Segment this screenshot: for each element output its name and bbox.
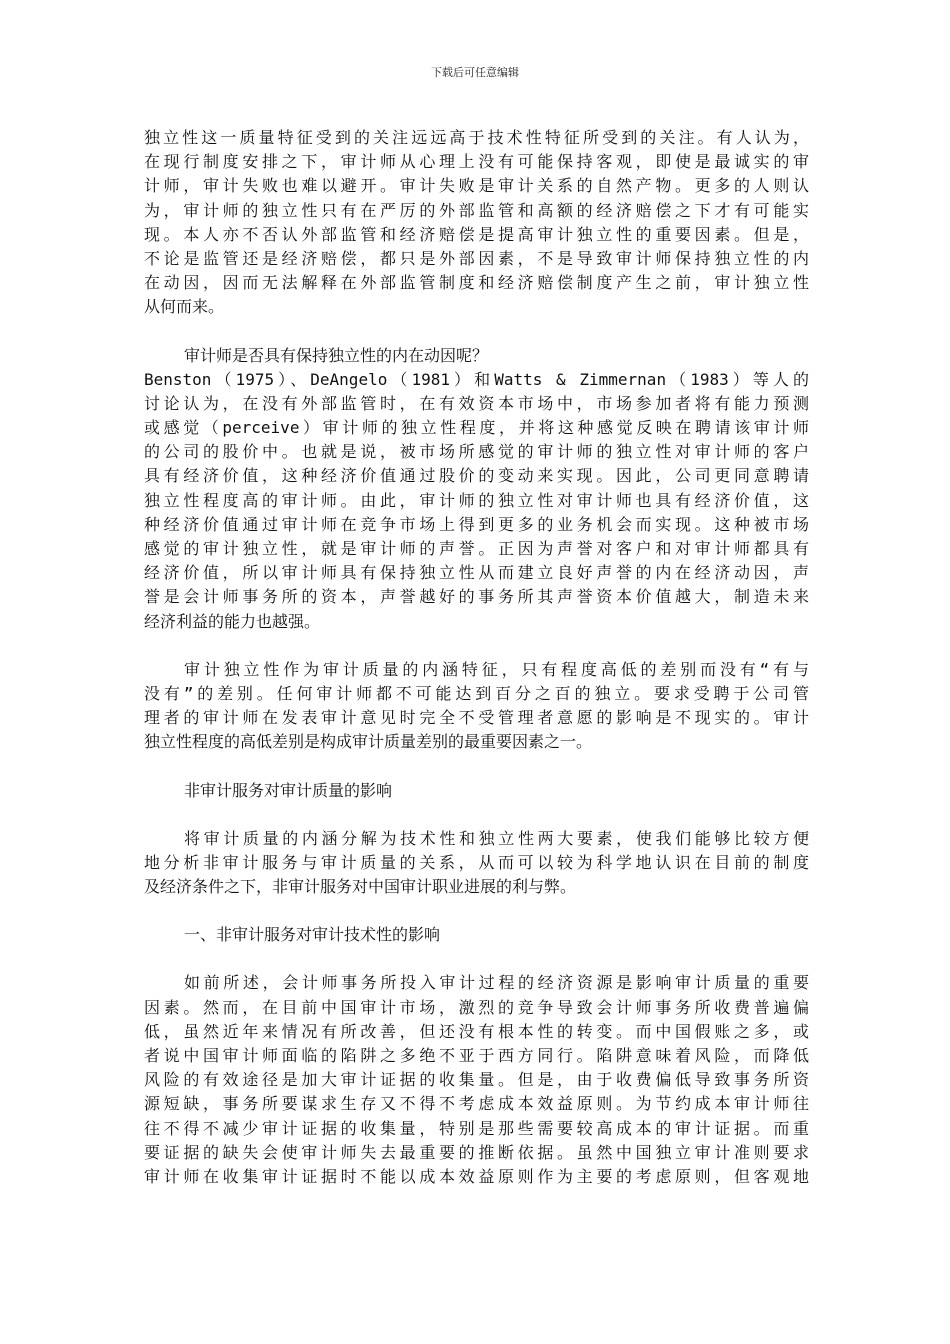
text-line: 在现行制度安排之下，审计师从心理上没有可能保持客观，即使是最诚实的审 [144,152,809,172]
text-line: 要证据的缺失会使审计师失去最重要的推断依据。虽然中国独立审计准则要求 [144,1142,809,1162]
text-line: 在动因，因而无法解释在外部监管制度和经济赔偿制度产生之前，审计独立性 [144,273,809,293]
paragraph-gap [144,634,809,658]
paragraph [144,923,809,947]
text-line: 为，审计师的独立性只有在严厉的外部监管和高额的经济赔偿之下才有可能实 [144,200,809,220]
paragraph [144,779,809,803]
page-header: 下载后可任意编辑 [431,66,519,79]
text-line: 审计师在收集审计证据时不能以成本效益原则作为主要的考虑原则，但客观地 [144,1166,809,1186]
text-line: 不论是监管还是经济赔偿，都只是外部因素，不是导致审计师保持独立性的内 [144,248,809,268]
text-line: 将审计质量的内涵分解为技术性和独立性两大要素，使我们能够比较方便 [184,828,809,848]
paragraph-gap [144,755,809,779]
paragraph-gap [144,320,809,344]
text-line: 往不得不减少审计证据的收集量，特别是那些需要较高成本的审计证据。而重 [144,1118,809,1138]
text-line: 非审计服务对审计质量的影响 [184,780,393,800]
text-line: 地分析非审计服务与审计质量的关系，从而可以较为科学地认识在目前的制度 [144,852,809,872]
text-line: 的公司的股价中。也就是说，被市场所感觉的审计师的独立性对审计师的客户 [144,442,809,462]
text-line: 誉是会计师事务所的资本，声誉越好的事务所其声誉资本价值越大，制造未来 [144,587,809,607]
text-line: 没有”的差别。任何审计师都不可能达到百分之百的独立。要求受聘于公司管 [144,683,809,703]
paragraph-gap [144,899,809,923]
text-line: 计师，审计失败也难以避开。审计失败是审计关系的自然产物。更多的人则认 [144,176,809,196]
text-line: 感觉的审计独立性，就是审计师的声誉。正因为声誉对客户和对审计师都具有 [144,539,809,558]
text-line: 因素。然而，在目前中国审计市场，激烈的竞争导致会计师事务所收费普遍偏 [144,997,809,1017]
text-line: 审计师是否具有保持独立性的内在动因呢？ [184,345,489,365]
paragraph [144,126,809,320]
text-line: 或感觉（perceive）审计师的独立性程度，并将这种感觉反映在聘请该审计师 [144,418,809,438]
text-line: 者说中国审计师面临的陷阱之多绝不亚于西方同行。陷阱意味着风险，而降低 [144,1046,809,1065]
text-line: 理者的审计师在发表审计意见时完全不受管理者意愿的影响是不现实的。审计 [144,708,809,728]
text-line: 源短缺，事务所要谋求生存又不得不考虑成本效益原则。为节约成本审计师往 [144,1094,809,1114]
text-line: 现。本人亦不否认外部监管和经济赔偿是提高审计独立性的重要因素。但是， [144,224,809,244]
text-line: 经济利益的能力也越强。 [144,611,321,631]
text-line: 审计独立性作为审计质量的内涵特征，只有程度高低的差别而没有“有与 [184,659,809,679]
paragraph [144,658,809,755]
text-line: 讨论认为，在没有外部监管时，在有效资本市场中，市场参加者将有能力预测 [144,393,809,413]
text-line: 具有经济价值，这种经济价值通过股价的变动来实现。因此，公司更同意聘请 [144,466,809,486]
text-line: 低，虽然近年来情况有所改善，但还没有根本性的转变。而中国假账之多，或 [144,1021,809,1041]
text-line: 及经济条件之下，非审计服务对中国审计职业进展的利与弊。 [144,877,577,897]
text-line: 独立性程度高的审计师。由此，审计师的独立性对审计师也具有经济价值，这 [144,490,809,510]
text-line: 如前所述，会计师事务所投入审计过程的经济资源是影响审计质量的重要 [184,973,809,993]
text-line: Benston（1975）、DeAngelo（1981）和Watts & Zimmernan（1983）等人的 [144,369,809,389]
paragraph [144,827,809,900]
text-line: 独立性程度的高低差别是构成审计质量差别的最重要因素之一。 [144,732,593,752]
text-line: 独立性这一质量特征受到的关注远远高于技术性特征所受到的关注。有人认为， [144,128,809,147]
text-line: 种经济价值通过审计师在竞争市场上得到更多的业务机会而实现。这种被市场 [144,514,809,534]
paragraph [144,971,809,1189]
document-body [144,126,809,1189]
text-line: 从何而来。 [144,297,225,317]
paragraph-gap [144,947,809,971]
text-line: 风险的有效途径是加大审计证据的收集量。但是，由于收费偏低导致事务所资 [144,1070,809,1090]
text-line: 一、非审计服务对审计技术性的影响 [184,925,441,945]
text-line: 经济价值，所以审计师具有保持独立性从而建立良好声誉的内在经济动因，声 [144,563,809,583]
paragraph-gap [144,803,809,827]
paragraph [144,368,809,634]
paragraph [144,344,809,368]
